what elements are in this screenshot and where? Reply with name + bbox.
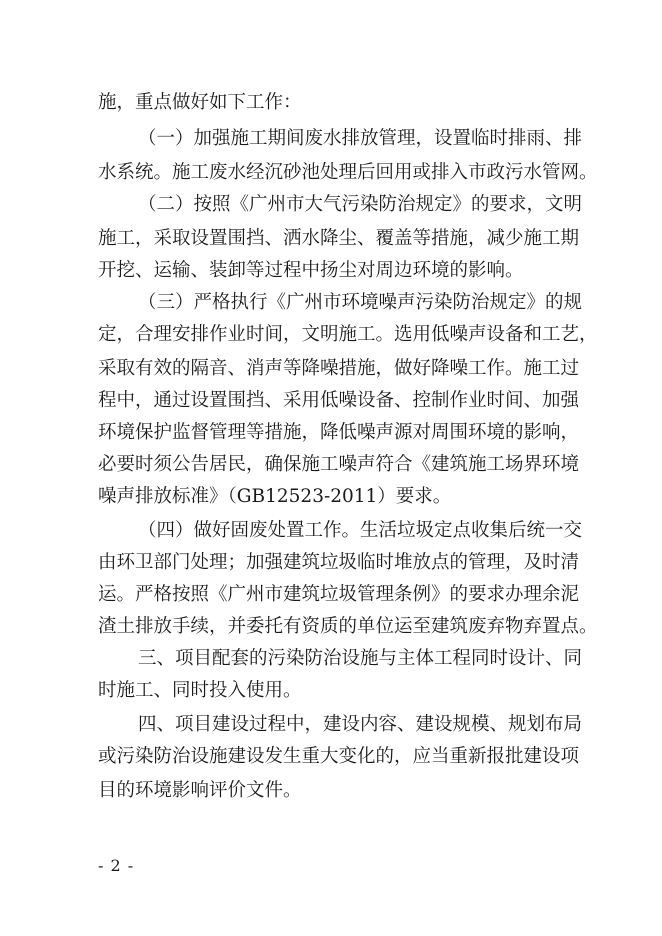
text-line: 程中，通过设置围挡、采用低噪设备、控制作业时间、加强 [98,390,580,411]
text-line: 施工，采取设置围挡、洒水降尘、覆盖等措施，减少施工期 [98,228,580,249]
text-line: （四）做好固废处置工作。生活垃圾定点收集后统一交 [138,520,583,541]
text-line: 三、项目配套的污染防治设施与主体工程同时设计、同 [138,648,583,669]
text-line: 时施工、同时投入使用。 [98,680,302,701]
text-line: （三）严格执行《广州市环境噪声污染防治规定》的规 [138,292,583,313]
text-line: 定，合理安排作业时间，文明施工。选用低噪声设备和工艺， [98,324,598,345]
text-line: 噪声排放标准》（GB12523-2011）要求。 [98,486,452,507]
page-number: - 2 - [98,856,135,875]
text-line: 目的环境影响评价文件。 [98,780,302,801]
text-line: 施，重点做好如下工作： [98,92,302,113]
text-line: （二）按照《广州市大气污染防治规定》的要求，文明 [138,194,583,215]
text-line: 渣土排放手续，并委托有资质的单位运至建筑废弃物弃置点。 [98,616,598,637]
text-line: 由环卫部门处理；加强建筑垃圾临时堆放点的管理，及时清 [98,552,580,573]
text-line: 水系统。施工废水经沉砂池处理后回用或排入市政污水管网。 [98,162,598,183]
text-line: 四、项目建设过程中，建设内容、建设规模、规划布局 [138,714,583,735]
text-line: 运。严格按照《广州市建筑垃圾管理条例》的要求办理余泥 [98,584,580,605]
text-line: 环境保护监督管理等措施，降低噪声源对周围环境的影响， [98,422,580,443]
text-line: （一）加强施工期间废水排放管理，设置临时排雨、排 [138,128,583,149]
text-line: 或污染防治设施建设发生重大变化的，应当重新报批建设项 [98,746,580,767]
text-line: 开挖、运输、装卸等过程中扬尘对周边环境的影响。 [98,260,524,281]
text-line: 必要时须公告居民，确保施工噪声符合《建筑施工场界环境 [98,454,580,475]
text-line: 采取有效的隔音、消声等降噪措施，做好降噪工作。施工过 [98,358,580,379]
